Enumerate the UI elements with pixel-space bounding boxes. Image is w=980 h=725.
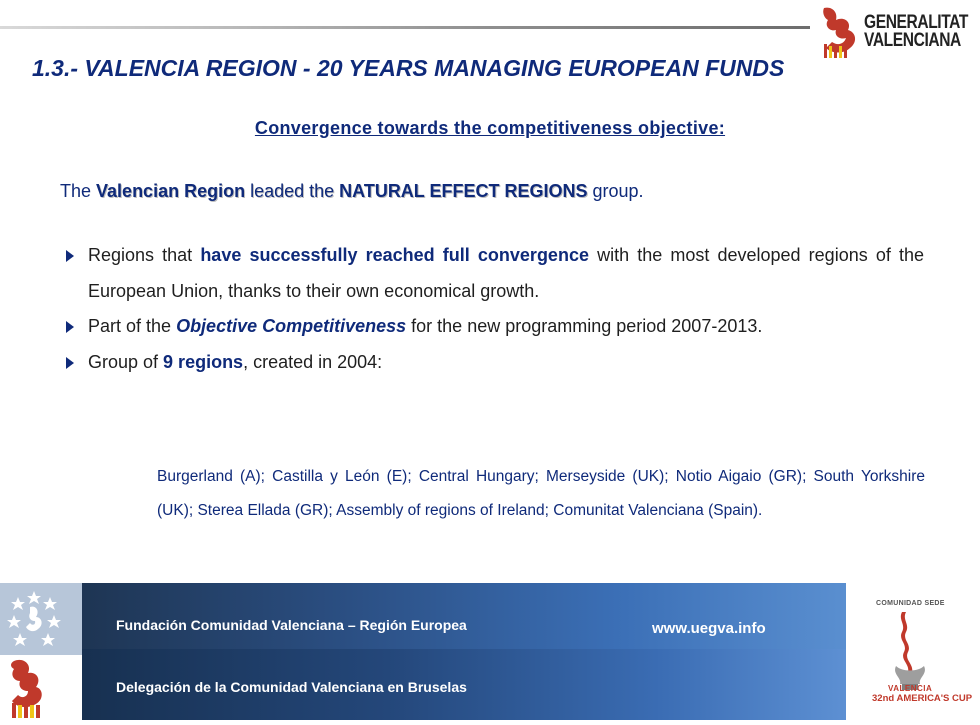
- bullet-list: [64, 238, 924, 380]
- intro-sentence: [60, 181, 644, 202]
- cup-logo-top-label: COMUNIDAD SEDE: [876, 600, 945, 607]
- footer-delegation-name: Delegación de la Comunidad Valenciana en Bruselas: [116, 679, 467, 695]
- bullet-text-post: , created in 2004:: [243, 351, 383, 372]
- top-divider-line: [0, 26, 810, 29]
- logo-text-line1: GENERALITAT: [864, 12, 968, 33]
- intro-emphasis-region: Valencian Region: [96, 181, 246, 201]
- eu-stars-icon: [0, 583, 82, 655]
- footer-crest-block: [0, 655, 82, 720]
- generalitat-valenciana-logo: [818, 4, 968, 60]
- generalitat-crest-icon: [0, 655, 82, 720]
- triangle-bullet-icon: [66, 250, 74, 262]
- intro-part2: leaded the: [245, 181, 340, 201]
- footer-website-link[interactable]: www.uegva.info: [652, 620, 766, 637]
- logo-text-line2: VALENCIANA: [864, 30, 961, 51]
- bullet-item-objective: [64, 309, 924, 345]
- bullet-text-bold: 9 regions: [163, 351, 244, 372]
- bullet-text-bold: Objective Competitiveness: [176, 316, 407, 336]
- cup-logo-city: VALENCIA: [888, 684, 933, 693]
- intro-emphasis-group: NATURAL EFFECT REGIONS: [339, 181, 588, 201]
- triangle-bullet-icon: [66, 321, 74, 333]
- footer-eu-stars-block: [0, 583, 82, 655]
- bullet-item-group: [64, 345, 924, 381]
- intro-part1: The: [60, 181, 97, 201]
- bullet-text-pre: Regions that: [88, 245, 201, 265]
- footer-banner: [82, 583, 846, 720]
- section-subtitle: Convergence towards the competitiveness objective:: [254, 118, 726, 138]
- intro-part3: group.: [587, 181, 644, 201]
- cup-logo-name: 32nd AMERICA'S CUP: [872, 693, 973, 704]
- bullet-text-bold: have successfully reached full convergence: [200, 245, 589, 265]
- footer-foundation-name: Fundación Comunidad Valenciana – Región Europea: [116, 617, 467, 633]
- footer: [0, 583, 960, 720]
- bullet-text-pre: Group of: [88, 351, 164, 372]
- generalitat-crest-icon: [818, 4, 862, 60]
- bullet-item-convergence: [64, 238, 924, 309]
- americas-cup-logo: [862, 592, 973, 716]
- bullet-text-pre: Part of the: [88, 316, 177, 336]
- regions-list: Burgerland (A); Castilla y León (E); Central Hungary; Merseyside (UK); Notio Aigaio (GR); South Yorkshire (UK); Sterea Ellada (GR); Assembly of regions of Ireland; Comunitat Valenciana (Spain).: [157, 468, 925, 519]
- bullet-text-post: for the new programming period 2007-2013.: [406, 316, 763, 336]
- page-title: 1.3.- VALENCIA REGION - 20 YEARS MANAGING EUROPEAN FUNDS: [32, 55, 785, 81]
- triangle-bullet-icon: [66, 357, 74, 369]
- bullet-text-post: with the most developed regions of the European Union, thanks to their own economical growth.: [88, 245, 924, 301]
